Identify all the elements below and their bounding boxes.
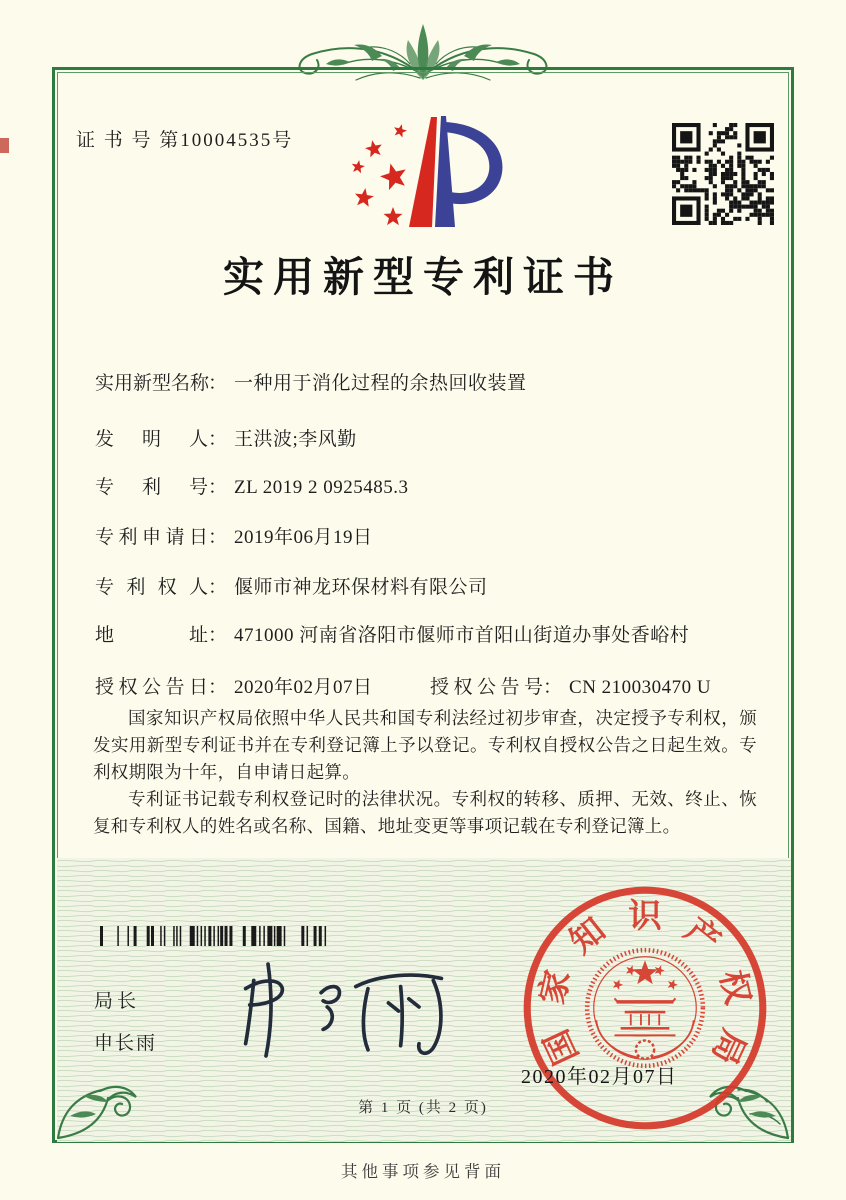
field-colon: ： [208, 373, 228, 394]
field-row-grant [95, 672, 785, 699]
svg-text:家: 家 [533, 966, 578, 1008]
certificate-title: 实用新型专利证书 [223, 254, 623, 300]
field-value: CN 210030470 U [569, 677, 712, 698]
field-label: 专利权人 [95, 577, 208, 598]
field-colon: ： [208, 677, 228, 698]
field-colon: ： [208, 477, 228, 498]
emblem-stars [613, 960, 678, 990]
legal-paragraph-2: 专利证书记载专利权登记时的法律状况。专利权的转移、质押、无效、终止、恢复和专利权人的姓名或名称、国籍、地址变更等事项记载在专利登记簿上。 [93, 789, 757, 836]
field-colon: ： [208, 527, 228, 548]
field-label: 专利申请日 [95, 527, 208, 548]
director-signature-handwriting [215, 958, 470, 1060]
legal-text-block [93, 705, 757, 840]
field-label: 地址 [95, 625, 208, 646]
certificate-number: 证 书 号 第10004535号 [76, 130, 294, 151]
field-label: 授权公告号 [430, 677, 543, 698]
field-row-address [95, 620, 785, 647]
scan-artifact-red-mark [0, 138, 9, 153]
field-colon: ： [208, 577, 228, 598]
field-value: 2019年06月19日 [234, 527, 373, 548]
svg-text:局: 局 [704, 1023, 752, 1070]
qr-code [672, 123, 774, 225]
field-value: 471000 河南省洛阳市偃师市首阳山街道办事处香峪村 [234, 625, 690, 646]
back-side-note: 其他事项参见背面 [341, 1162, 505, 1181]
grant-seal-date: 2020年02月07日 [521, 1066, 678, 1088]
field-row-inventors [95, 424, 785, 451]
field-value: 王洪波;李风勤 [234, 429, 357, 450]
field-row-patent-number [95, 472, 785, 499]
legal-paragraph-1: 国家知识产权局依照中华人民共和国专利法经过初步审查，决定授予专利权，颁发实用新型专利证书并在专利登记簿上予以登记。专利权自授权公告之日起生效。专利权期限为十年，自申请日起算。 [93, 708, 757, 782]
field-grant-date [95, 677, 373, 698]
field-label: 实用新型名称 [95, 373, 210, 394]
svg-text:权: 权 [712, 966, 757, 1008]
field-row-utility-model-name [95, 368, 785, 395]
director-title-label: 局长 [94, 991, 141, 1012]
field-value: ZL 2019 2 0925485.3 [234, 477, 409, 498]
field-value: 一种用于消化过程的余热回收装置 [234, 373, 527, 394]
barcode [100, 926, 335, 946]
field-label: 专利号 [95, 477, 208, 498]
field-colon: ： [208, 625, 228, 646]
svg-text:产: 产 [677, 911, 727, 962]
svg-text:知: 知 [563, 911, 613, 962]
field-label: 授权公告日 [95, 677, 208, 698]
field-value: 2020年02月07日 [234, 677, 373, 698]
field-row-patentee [95, 572, 785, 599]
svg-text:识: 识 [628, 897, 662, 935]
field-colon: ： [543, 677, 563, 698]
field-colon: ： [208, 429, 228, 450]
cnipa-logo [336, 103, 522, 239]
field-grant-number [430, 672, 711, 699]
page-number-footer: 第 1 页 (共 2 页) [358, 1100, 488, 1116]
director-name: 申长雨 [94, 1033, 158, 1054]
field-value: 偃师市神龙环保材料有限公司 [234, 577, 488, 598]
logo-stars [352, 124, 407, 225]
svg-text:国: 国 [538, 1023, 586, 1070]
field-label: 发明人 [95, 429, 208, 450]
field-row-filing-date [95, 522, 785, 549]
logo-p-mark [409, 116, 502, 227]
